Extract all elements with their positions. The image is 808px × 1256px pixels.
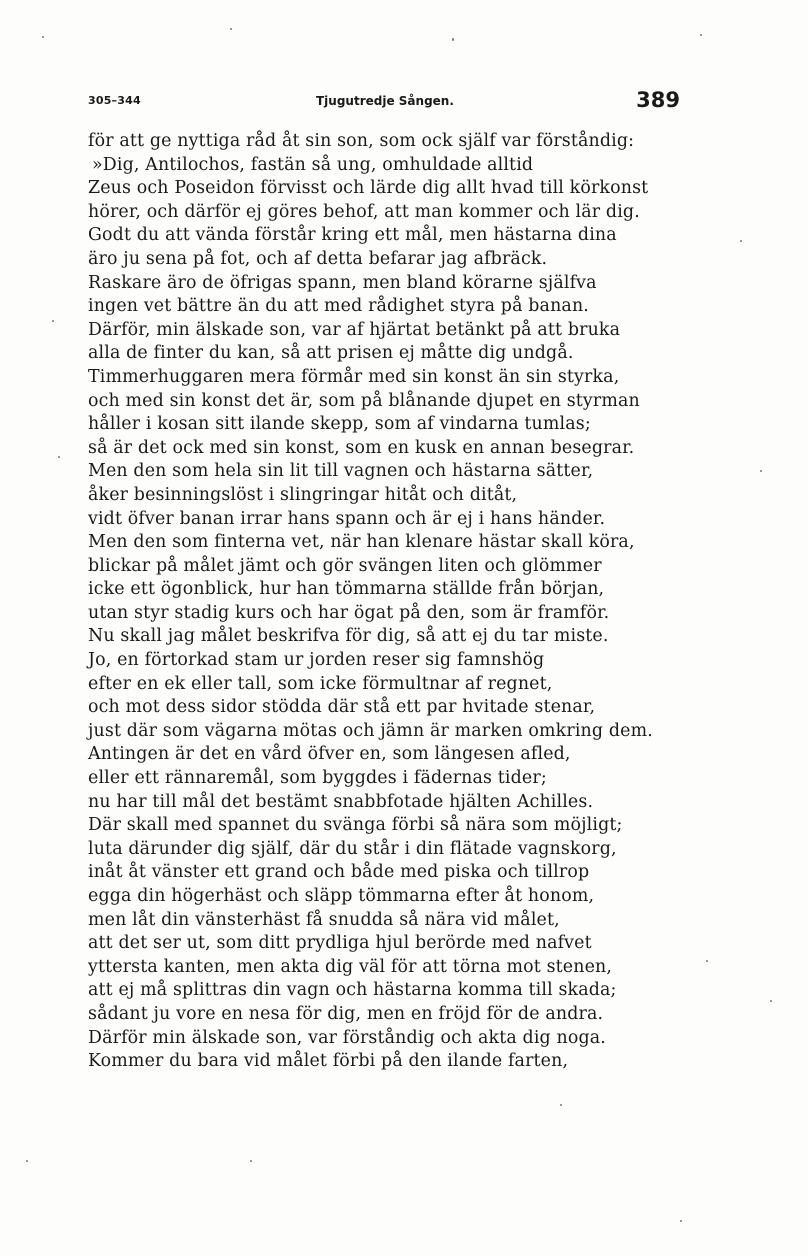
text-line: Kommer du bara vid målet förbi på den ilande farten,	[88, 1051, 569, 1072]
text-line: Jo, en förtorkad stam ur jorden reser sig famnshög	[88, 650, 545, 671]
text-line: luta därunder dig själf, där du står i din flätade vagnskorg,	[88, 838, 617, 859]
text-line: yttersta kanten, men akta dig väl för att törna mot stenen,	[88, 956, 613, 977]
scan-speck	[42, 36, 44, 38]
poem-text	[88, 130, 688, 1074]
text-line: utan styr stadig kurs och har ögat på den, som är framför.	[88, 602, 610, 623]
text-line: Raskare äro de öfrigas spann, men bland körarne själfva	[88, 272, 597, 293]
scan-speck	[680, 1220, 682, 1222]
text-line: inåt åt vänster ett grand och både med piska och tillrop	[88, 862, 590, 883]
scan-speck	[52, 320, 54, 322]
text-line: Nu skall jag målet beskrifva för dig, så att ej du tar miste.	[88, 626, 609, 647]
text-line: Godt du att vända förstår kring ett mål, men hästarna dina	[88, 225, 617, 246]
text-line: och mot dess sidor stödda där stå ett par hvitade stenar,	[88, 697, 596, 718]
text-line: Därför min älskade son, var förståndig och akta dig noga.	[88, 1027, 606, 1048]
text-line: vidt öfver banan irrar hans spann och är ej i hans händer.	[88, 508, 606, 529]
text-line: Där skall med spannet du svänga förbi så nära som möjligt;	[88, 815, 623, 836]
text-line: efter en ek eller tall, som icke förmultnar af regnet,	[88, 673, 553, 694]
scan-speck	[560, 1104, 562, 1106]
running-title: Tjugutredje Sången.	[316, 94, 454, 108]
text-line: så är det ock med sin konst, som en kusk en annan besegrar.	[88, 437, 635, 458]
text-line: ingen vet bättre än du att med rådighet styra på banan.	[88, 296, 589, 317]
text-line: att det ser ut, som ditt prydliga hjul berörde med nafvet	[88, 933, 592, 954]
scan-speck	[700, 34, 702, 36]
page-number: 389	[636, 88, 680, 112]
text-line: Men den som finterna vet, när han klenare hästar skall köra,	[88, 532, 635, 553]
line-range: 305–344	[88, 94, 141, 107]
running-header	[88, 90, 684, 114]
text-line: »Dig, Antilochos, fastän så ung, omhuldade alltid	[92, 154, 534, 175]
text-line: för att ge nyttiga råd åt sin son, som ock själf var förståndig:	[88, 131, 635, 151]
scan-speck	[452, 38, 454, 41]
text-line: Men den som hela sin lit till vagnen och hästarna sätter,	[88, 461, 594, 482]
scan-speck	[58, 456, 60, 458]
text-line: icke ett ögonblick, hur han tömmarna ställde från början,	[88, 579, 605, 600]
text-line: att ej må splittras din vagn och hästarna komma till skada;	[88, 980, 617, 1001]
text-line: sådant ju vore en nesa för dig, men en fröjd för de andra.	[88, 1003, 604, 1024]
scan-speck	[760, 470, 762, 472]
text-line: håller i kosan sitt ilande skepp, som af vindarna tumlas;	[88, 414, 591, 435]
text-line: egga din högerhäst och släpp tömmarna efter åt honom,	[88, 886, 595, 906]
text-line: äro ju sena på fot, och af detta befarar jag afbräck.	[88, 248, 548, 269]
text-line: Därför, min älskade son, var af hjärtat betänkt på att bruka	[88, 319, 621, 340]
text-line: Antingen är det en vård öfver en, som längesen afled,	[88, 744, 571, 765]
text-line: blickar på målet jämt och gör svängen liten och glömmer	[88, 555, 602, 576]
text-line: Zeus och Poseidon förvisst och lärde dig allt hvad till körkonst	[88, 178, 649, 199]
scan-speck	[740, 240, 742, 242]
text-line: men låt din vänsterhäst få snudda så nära vid målet,	[88, 909, 560, 930]
text-line: hörer, och därför ej göres behof, att man kommer och lär dig.	[88, 201, 640, 222]
scan-speck	[26, 1160, 28, 1162]
text-line: Timmerhuggaren mera förmår med sin konst än sin styrka,	[88, 366, 620, 387]
text-line: just där som vägarna mötas och jämn är marken omkring dem.	[88, 720, 653, 741]
scan-speck	[250, 1160, 252, 1162]
text-line: eller ett rännaremål, som byggdes i fädernas tider;	[88, 768, 547, 789]
text-line: och med sin konst det är, som på blånande djupet en styrman	[88, 390, 640, 411]
scan-speck	[230, 28, 232, 30]
text-line: åker besinningslöst i slingringar hitåt och ditåt,	[88, 484, 518, 505]
text-line: nu har till mål det bestämt snabbfotade hjälten Achilles.	[88, 791, 594, 812]
scan-speck	[770, 1000, 772, 1002]
text-line: alla de finter du kan, så att prisen ej måtte dig undgå.	[88, 343, 574, 364]
scan-speck	[706, 960, 708, 962]
